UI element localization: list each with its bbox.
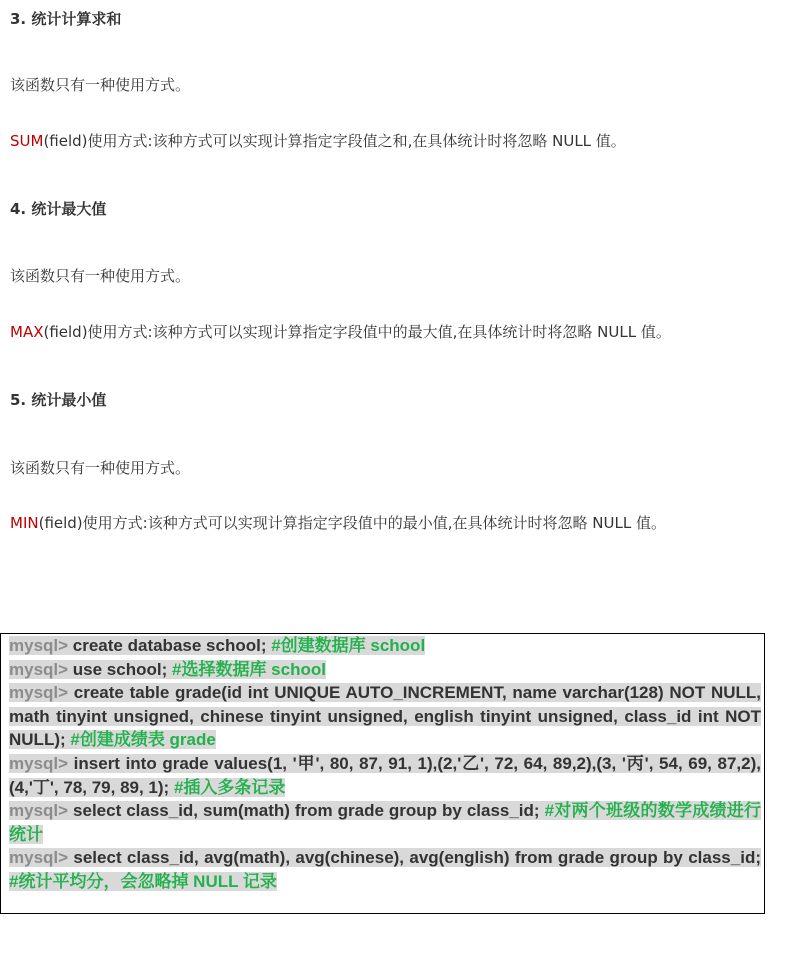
code-sql: select class_id, sum(math) from grade group by class_id; [68, 801, 545, 821]
usage-text-sum: (field)使用方式:该种方式可以实现计算指定字段值之和,在具体统计时将忽略 NULL 值。 [43, 132, 626, 150]
code-line [9, 799, 761, 846]
code-line [9, 681, 761, 752]
mysql-prompt: mysql> [9, 659, 69, 679]
section-intro-max: 该函数只有一种使用方式。 [10, 267, 191, 285]
usage-text-min: (field)使用方式:该种方式可以实现计算指定字段值中的最小值,在具体统计时将忽略 NULL 值。 [38, 514, 666, 532]
mysql-prompt: mysql> [9, 801, 69, 821]
code-comment: #创建数据库 school [271, 636, 426, 655]
section-heading-sum: 3. 统计计算求和 [10, 10, 122, 28]
code-sql: use school; [68, 659, 172, 679]
section-heading-max: 4. 统计最大值 [10, 200, 107, 218]
code-sql: create table grade(id int UNIQUE AUTO_INCREMENT, name varchar(128) NOT NULL, math tinyint unsigned, chinese tinyint unsigned, english tinyint unsigned, class_id int NOT NULL); [9, 683, 761, 750]
code-comment: #插入多条记录 [173, 777, 286, 797]
mysql-prompt: mysql> [9, 848, 69, 868]
code-block [9, 634, 761, 894]
function-name-min: MIN [10, 514, 39, 532]
function-name-sum: SUM [10, 132, 44, 150]
section-intro-min: 该函数只有一种使用方式。 [10, 459, 191, 477]
section-heading-min: 5. 统计最小值 [10, 391, 107, 409]
code-line [9, 658, 761, 682]
code-comment: #选择数据库 school [171, 659, 326, 679]
code-comment: #创建成绩表 grade [70, 730, 216, 750]
function-name-max: MAX [10, 323, 44, 341]
code-sql: insert into grade values(1, '甲', 80, 87, 91, 1),(2,'乙', 72, 64, 89,2),(3, '丙', 54, 69, 87,2),(4,'丁', 78, 79, 89, 1); [9, 753, 761, 797]
code-line [9, 634, 761, 658]
section-usage-min [10, 512, 666, 533]
mysql-prompt: mysql> [9, 636, 69, 655]
code-line [9, 752, 761, 799]
code-sql: create database school; [68, 636, 272, 655]
code-comment: #统计平均分，会忽略掉 NULL 记录 [9, 871, 277, 891]
code-sql: select class_id, avg(math), avg(chinese), avg(english) from grade group by class_id; [68, 848, 761, 868]
mysql-prompt: mysql> [9, 753, 69, 773]
section-usage-max [10, 321, 671, 342]
usage-text-max: (field)使用方式:该种方式可以实现计算指定字段值中的最大值,在具体统计时将忽略 NULL 值。 [43, 323, 671, 341]
code-line [9, 846, 761, 893]
section-usage-sum [10, 130, 626, 151]
section-intro-sum: 该函数只有一种使用方式。 [10, 76, 191, 94]
code-comment: #对两个班级的数学成绩进行统计 [9, 801, 761, 844]
mysql-prompt: mysql> [9, 683, 69, 703]
